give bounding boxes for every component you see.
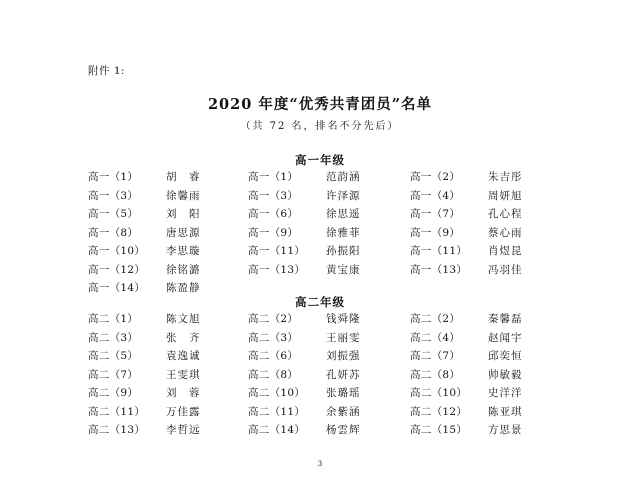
- list-item: [410, 188, 523, 203]
- student-name: 胡 睿: [166, 171, 201, 183]
- class-label: 高二（2）: [410, 313, 461, 325]
- list-item: [248, 311, 361, 326]
- student-name: 史洋洋: [488, 387, 523, 399]
- list-item: [248, 188, 361, 203]
- student-name: 王丽雯: [326, 331, 361, 344]
- student-name: 王雯琪: [166, 368, 201, 381]
- class-label: 高二（10）: [248, 387, 306, 399]
- class-label: 高二（11）: [88, 405, 146, 418]
- list-item: [88, 311, 201, 326]
- list-item: [88, 225, 201, 240]
- list-item: [410, 169, 523, 184]
- class-label: 高二（8）: [248, 368, 299, 381]
- list-item: [410, 348, 523, 363]
- class-label: 高一（13）: [410, 263, 468, 276]
- grade2-row: [0, 385, 640, 403]
- class-label: 高二（6）: [248, 350, 299, 362]
- grade1-row: [0, 169, 640, 187]
- list-item: [248, 206, 361, 221]
- grade1-row: [0, 243, 640, 261]
- student-name: 陈亚琪: [488, 405, 523, 418]
- class-label: 高二（3）: [248, 331, 299, 344]
- class-label: 高二（7）: [88, 368, 139, 381]
- student-name: 赵闻宇: [488, 331, 523, 344]
- student-name: 张 齐: [166, 331, 201, 344]
- list-item: [88, 280, 201, 295]
- class-label: 高一（3）: [248, 189, 299, 202]
- student-name: 余紫涵: [326, 405, 361, 418]
- student-name: 刘 阳: [166, 208, 201, 220]
- document-title: 2020 年度“优秀共青团员”名单: [207, 96, 433, 113]
- student-name: 肖煜昆: [488, 245, 523, 257]
- list-item: [248, 422, 361, 437]
- class-label: 高一（9）: [248, 226, 299, 239]
- student-name: 陈文旭: [166, 313, 201, 325]
- grade2-row: [0, 348, 640, 366]
- class-label: 高二（5）: [88, 350, 139, 362]
- grade1-row: [0, 262, 640, 280]
- student-name: 范韵涵: [326, 171, 361, 183]
- list-item: [88, 262, 201, 277]
- list-item: [410, 311, 523, 326]
- class-label: 高二（10）: [410, 387, 468, 399]
- list-item: [248, 243, 361, 258]
- grade1-row: [0, 206, 640, 224]
- grade1-heading: 高一年级: [295, 153, 345, 167]
- student-name: 冯羽佳: [488, 263, 523, 276]
- grade1-row: [0, 280, 640, 298]
- class-label: 高二（14）: [248, 424, 306, 436]
- attachment-label: 附件 1:: [88, 65, 126, 77]
- class-label: 高一（6）: [248, 208, 299, 220]
- grade1-row: [0, 225, 640, 243]
- student-name: 徐雅菲: [326, 226, 361, 239]
- class-label: 高一（12）: [88, 263, 146, 276]
- student-name: 方思景: [488, 424, 523, 436]
- list-item: [248, 169, 361, 184]
- grade2-row: [0, 330, 640, 348]
- list-item: [248, 225, 361, 240]
- student-name: 万佳露: [166, 405, 201, 418]
- student-name: 黄宝康: [326, 263, 361, 276]
- list-item: [248, 404, 361, 419]
- document-subtitle: （共 72 名，排名不分先后）: [240, 121, 400, 132]
- student-name: 徐铭潞: [166, 263, 201, 276]
- list-item: [88, 367, 201, 382]
- page-number: 3: [317, 460, 323, 468]
- student-name: 孔妍苏: [326, 368, 361, 381]
- class-label: 高二（3）: [88, 331, 139, 344]
- student-name: 孙振阳: [326, 245, 361, 257]
- class-label: 高二（7）: [410, 350, 461, 362]
- grade1-row: [0, 188, 640, 206]
- student-name: 徐馨雨: [166, 189, 201, 202]
- grade2-row: [0, 422, 640, 440]
- student-name: 孔心程: [488, 208, 523, 220]
- list-item: [88, 206, 201, 221]
- class-label: 高二（8）: [410, 368, 461, 381]
- list-item: [410, 225, 523, 240]
- student-name: 朱吉彤: [488, 171, 523, 183]
- list-item: [88, 188, 201, 203]
- class-label: 高二（2）: [248, 313, 299, 325]
- student-name: 徐思遥: [326, 208, 361, 220]
- list-item: [410, 206, 523, 221]
- class-label: 高一（3）: [88, 189, 139, 202]
- list-item: [410, 422, 523, 437]
- grade2-row: [0, 311, 640, 329]
- list-item: [410, 367, 523, 382]
- class-label: 高二（12）: [410, 405, 468, 418]
- student-name: 刘振强: [326, 350, 361, 362]
- student-name: 唐思源: [166, 226, 201, 239]
- list-item: [88, 385, 201, 400]
- class-label: 高一（14）: [88, 282, 146, 294]
- grade2-row: [0, 367, 640, 385]
- class-label: 高一（13）: [248, 263, 306, 276]
- list-item: [88, 404, 201, 419]
- list-item: [88, 330, 201, 345]
- student-name: 袁逸诚: [166, 350, 201, 362]
- list-item: [248, 348, 361, 363]
- class-label: 高二（13）: [88, 424, 146, 436]
- student-name: 李哲远: [166, 424, 201, 436]
- class-label: 高一（11）: [410, 245, 468, 257]
- list-item: [88, 422, 201, 437]
- class-label: 高二（9）: [88, 387, 139, 399]
- student-name: 杨雲辉: [326, 424, 361, 436]
- list-item: [88, 243, 201, 258]
- class-label: 高二（15）: [410, 424, 468, 436]
- student-name: 邱奕恒: [488, 350, 523, 362]
- class-label: 高二（11）: [248, 405, 306, 418]
- student-name: 帅敏毅: [488, 368, 523, 381]
- class-label: 高一（1）: [248, 171, 299, 183]
- list-item: [248, 367, 361, 382]
- class-label: 高一（9）: [410, 226, 461, 239]
- class-label: 高一（10）: [88, 245, 146, 257]
- class-label: 高一（7）: [410, 208, 461, 220]
- list-item: [248, 330, 361, 345]
- list-item: [410, 243, 523, 258]
- list-item: [410, 385, 523, 400]
- grade2-heading: 高二年级: [295, 295, 345, 309]
- list-item: [88, 169, 201, 184]
- student-name: 秦馨磊: [488, 313, 523, 325]
- student-name: 张璐瑶: [326, 387, 361, 399]
- student-name: 许泽源: [326, 189, 361, 202]
- grade2-row: [0, 404, 640, 422]
- list-item: [248, 262, 361, 277]
- list-item: [248, 385, 361, 400]
- class-label: 高一（5）: [88, 208, 139, 220]
- student-name: 李思璇: [166, 245, 201, 257]
- list-item: [410, 404, 523, 419]
- list-item: [410, 262, 523, 277]
- student-name: 钱舜隆: [326, 313, 361, 325]
- student-name: 蔡心雨: [488, 226, 523, 239]
- list-item: [410, 330, 523, 345]
- list-item: [88, 348, 201, 363]
- student-name: 刘 蓉: [166, 387, 201, 399]
- class-label: 高一（8）: [88, 226, 139, 239]
- class-label: 高一（2）: [410, 171, 461, 183]
- class-label: 高一（11）: [248, 245, 306, 257]
- student-name: 周妍旭: [488, 189, 523, 202]
- class-label: 高一（4）: [410, 189, 461, 202]
- student-name: 陈盈静: [166, 282, 201, 294]
- class-label: 高一（1）: [88, 171, 139, 183]
- class-label: 高二（4）: [410, 331, 461, 344]
- class-label: 高二（1）: [88, 313, 139, 325]
